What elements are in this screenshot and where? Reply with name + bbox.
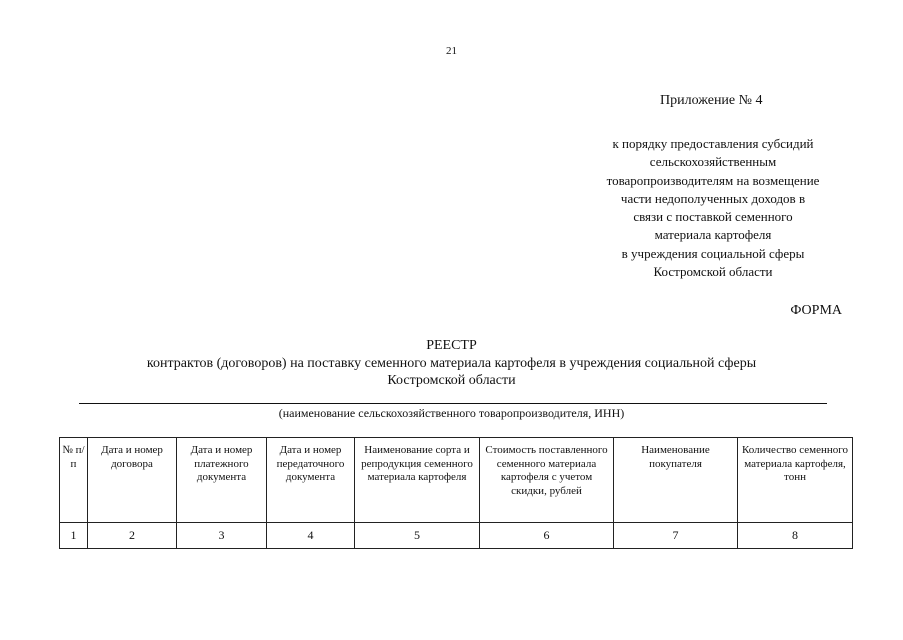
header-cell-variety: Наименование сорта и репродукция семенного материала картофеля (355, 438, 480, 523)
header-cell-cost: Стоимость поставленного семенного материала картофеля с учетом скидки, рублей (480, 438, 614, 523)
appendix-reference-line: материала картофеля (654, 227, 772, 243)
numbering-cell: 7 (614, 523, 738, 549)
registry-subtitle (0, 355, 903, 389)
registry-subtitle-line: контрактов (договоров) на поставку семенного материала картофеля в учреждения социальной сферы (146, 356, 757, 371)
appendix-reference-line: в учреждения социальной сферы (621, 245, 805, 261)
page-number: 21 (446, 45, 457, 57)
appendix-title: Приложение № 4 (660, 93, 763, 108)
numbering-cell: 4 (267, 523, 355, 549)
header-cell-quantity: Количество семенного материала картофеля, тонн (738, 438, 853, 523)
producer-caption: (наименование сельскохозяйственного товаропроизводителя, ИНН) (278, 406, 625, 420)
numbering-cell: 2 (88, 523, 177, 549)
registry-subtitle-line: Костромской области (387, 373, 516, 388)
appendix-reference-line: связи с поставкой семенного (633, 209, 793, 225)
registry-table (59, 437, 853, 549)
numbering-cell: 1 (60, 523, 88, 549)
form-label: ФОРМА (790, 303, 842, 318)
numbering-cell: 8 (738, 523, 853, 549)
appendix-reference-line: сельскохозяйственным (649, 154, 777, 170)
table-numbering-row (60, 523, 853, 549)
appendix-reference-line: к порядку предоставления субсидий (612, 136, 814, 151)
appendix-reference-line: Костромской области (653, 264, 773, 280)
header-cell-buyer: Наименование покупателя (614, 438, 738, 523)
numbering-cell: 6 (480, 523, 614, 549)
registry-title: РЕЕСТР (426, 338, 477, 353)
numbering-cell: 3 (177, 523, 267, 549)
appendix-reference-line: товаропроизводителям на возмещение (606, 172, 820, 188)
header-cell-contract: Дата и номер договора (88, 438, 177, 523)
numbering-cell: 5 (355, 523, 480, 549)
header-cell-number: № п/п (60, 438, 88, 523)
header-cell-payment-document: Дата и номер платежного документа (177, 438, 267, 523)
appendix-reference-line: части недополученных доходов в (620, 190, 806, 206)
table-header-row (60, 438, 853, 523)
appendix-reference (583, 135, 843, 281)
producer-fill-line (79, 403, 827, 404)
header-cell-transfer-document: Дата и номер передаточного документа (267, 438, 355, 523)
